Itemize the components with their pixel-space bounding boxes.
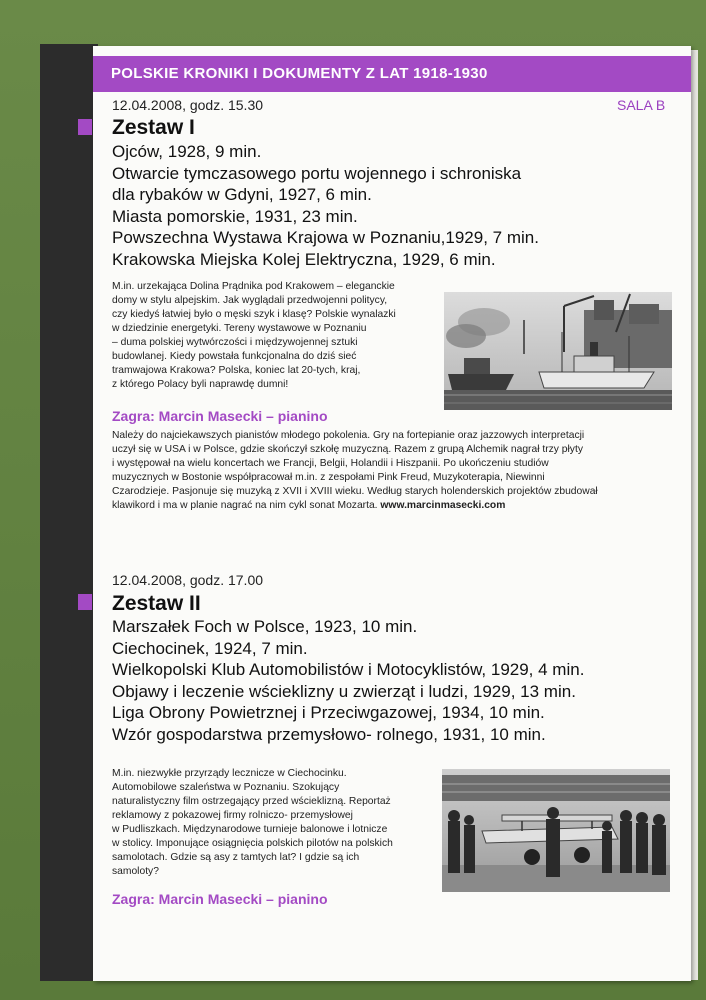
page-edge <box>690 50 698 980</box>
description-line: M.in. niezwykłe przyrządy lecznicze w Ciechocinku. <box>112 768 347 779</box>
description-line: samolotach. Gdzie są asy z tamtych lat? I gdzie są ich <box>112 852 360 863</box>
film-item: Wielkopolski Klub Automobilistów i Motocyklistów, 1929, 4 min. <box>112 660 585 679</box>
session2-datetime: 12.04.2008, godz. 17.00 <box>112 572 264 588</box>
session2-description <box>112 767 393 879</box>
film-item: Liga Obrony Powietrznej i Przeciwgazowej, 1934, 10 min. <box>112 703 545 722</box>
description-line: samoloty? <box>112 866 159 877</box>
booklet-page <box>93 46 691 981</box>
film-item: Miasta pomorskie, 1931, 23 min. <box>112 206 358 226</box>
description-line: Automobilowe szaleństwa w Poznaniu. Szokujący <box>112 782 340 793</box>
description-line: budowlanej. Kiedy powstała funkcjonalna do dziś sieć <box>112 351 357 362</box>
session1-marker <box>78 119 92 135</box>
session2-title: Zestaw II <box>112 592 201 615</box>
session2-performer: Zagra: Marcin Masecki – pianino <box>112 891 328 907</box>
film-item: Wzór gospodarstwa przemysłowo- rolnego, 1931, 10 min. <box>112 724 546 744</box>
session1-datetime: 12.04.2008, godz. 15.30 <box>112 97 264 113</box>
header-bar <box>93 56 691 92</box>
description-line: M.in. urzekająca Dolina Prądnika pod Krakowem – eleganckie <box>112 281 395 292</box>
description-line: czy kiedyś łatwiej było o męski szyk i klasę? Polskie wynalazki <box>112 309 396 320</box>
harbour-photo-drawing <box>444 292 672 410</box>
session1-bio <box>112 429 598 513</box>
description-line: – duma polskiej wytwórczości i międzywojennej sztuki <box>112 337 358 348</box>
bio-line: i występował na wielu koncertach we Francji, Belgii, Holandii i Hiszpanii. Po ukończeniu studiów <box>112 458 549 469</box>
airfield-photo <box>442 769 670 892</box>
bio-line: uczył się w USA i w Polsce, gdzie skończył szkołę muzyczną. Razem z grupą Alchemik nagrał trzy płyty <box>112 444 583 455</box>
session1-description <box>112 280 396 392</box>
bio-last-text: klawikord i ma w planie nagrać na nim cykl sonat Mozarta. <box>112 500 378 511</box>
session2-film-list <box>112 616 584 745</box>
header-title: POLSKIE KRONIKI I DOKUMENTY Z LAT 1918-1930 <box>111 65 488 82</box>
description-line: naturalistyczny film ostrzegający przed wścieklizną. Reportaż <box>112 796 391 807</box>
description-line: w stolicy. Imponujące osiągnięcia polskich pilotów na polskich <box>112 838 393 849</box>
film-item: Ciechocinek, 1924, 7 min. <box>112 638 308 658</box>
bio-line: Należy do najciekawszych pianistów młodego pokolenia. Gry na fortepianie oraz jazzowych interpretacji <box>112 430 585 441</box>
harbour-photo <box>444 292 672 410</box>
bio-line: muzycznych w Bostonie współpracował m.in. z zespołami Pink Freud, Muzykoterapia, Niewinni <box>112 472 545 483</box>
airfield-photo-drawing <box>442 769 670 892</box>
film-item: Powszechna Wystawa Krajowa w Poznaniu,1929, 7 min. <box>112 228 539 247</box>
film-item: dla rybaków w Gdyni, 1927, 6 min. <box>112 185 372 204</box>
description-line: w Pudliszkach. Międzynarodowe turnieje balonowe i lotnicze <box>112 824 388 835</box>
performer-website-link[interactable]: www.marcinmasecki.com <box>380 500 506 511</box>
description-line: domy w stylu alpejskim. Jak wyglądali przedwojenni politycy, <box>112 295 388 306</box>
session2-marker <box>78 594 92 610</box>
session1-performer: Zagra: Marcin Masecki – pianino <box>112 408 328 424</box>
session1-room: SALA B <box>617 97 666 113</box>
description-line: w dziedzinie energetyki. Tereny wystawowe w Poznaniu <box>112 323 367 334</box>
bio-line: Czarodzieje. Pasjonuje się muzyką z XVII i XVIII wieku. Według starych holenderskich projektów zbudował <box>112 486 598 497</box>
film-item: Ojców, 1928, 9 min. <box>112 142 262 161</box>
session1-title: Zestaw I <box>112 116 195 139</box>
bio-line <box>112 499 598 513</box>
session1-film-list <box>112 141 539 270</box>
film-item: Objawy i leczenie wścieklizny u zwierząt i ludzi, 1929, 13 min. <box>112 681 576 701</box>
booklet-spine <box>40 44 98 981</box>
film-item: Marszałek Foch w Polsce, 1923, 10 min. <box>112 617 418 636</box>
film-item: Otwarcie tymczasowego portu wojennego i schroniska <box>112 163 522 183</box>
description-line: z którego Polacy byli naprawdę dumni! <box>112 379 289 390</box>
description-line: tramwajowa Krakowa? Polska, koniec lat 20-tych, kraj, <box>112 365 361 376</box>
description-line: reklamowy z pokazowej firmy rolniczo- przemysłowej <box>112 810 353 821</box>
film-item: Krakowska Miejska Kolej Elektryczna, 1929, 6 min. <box>112 249 496 269</box>
